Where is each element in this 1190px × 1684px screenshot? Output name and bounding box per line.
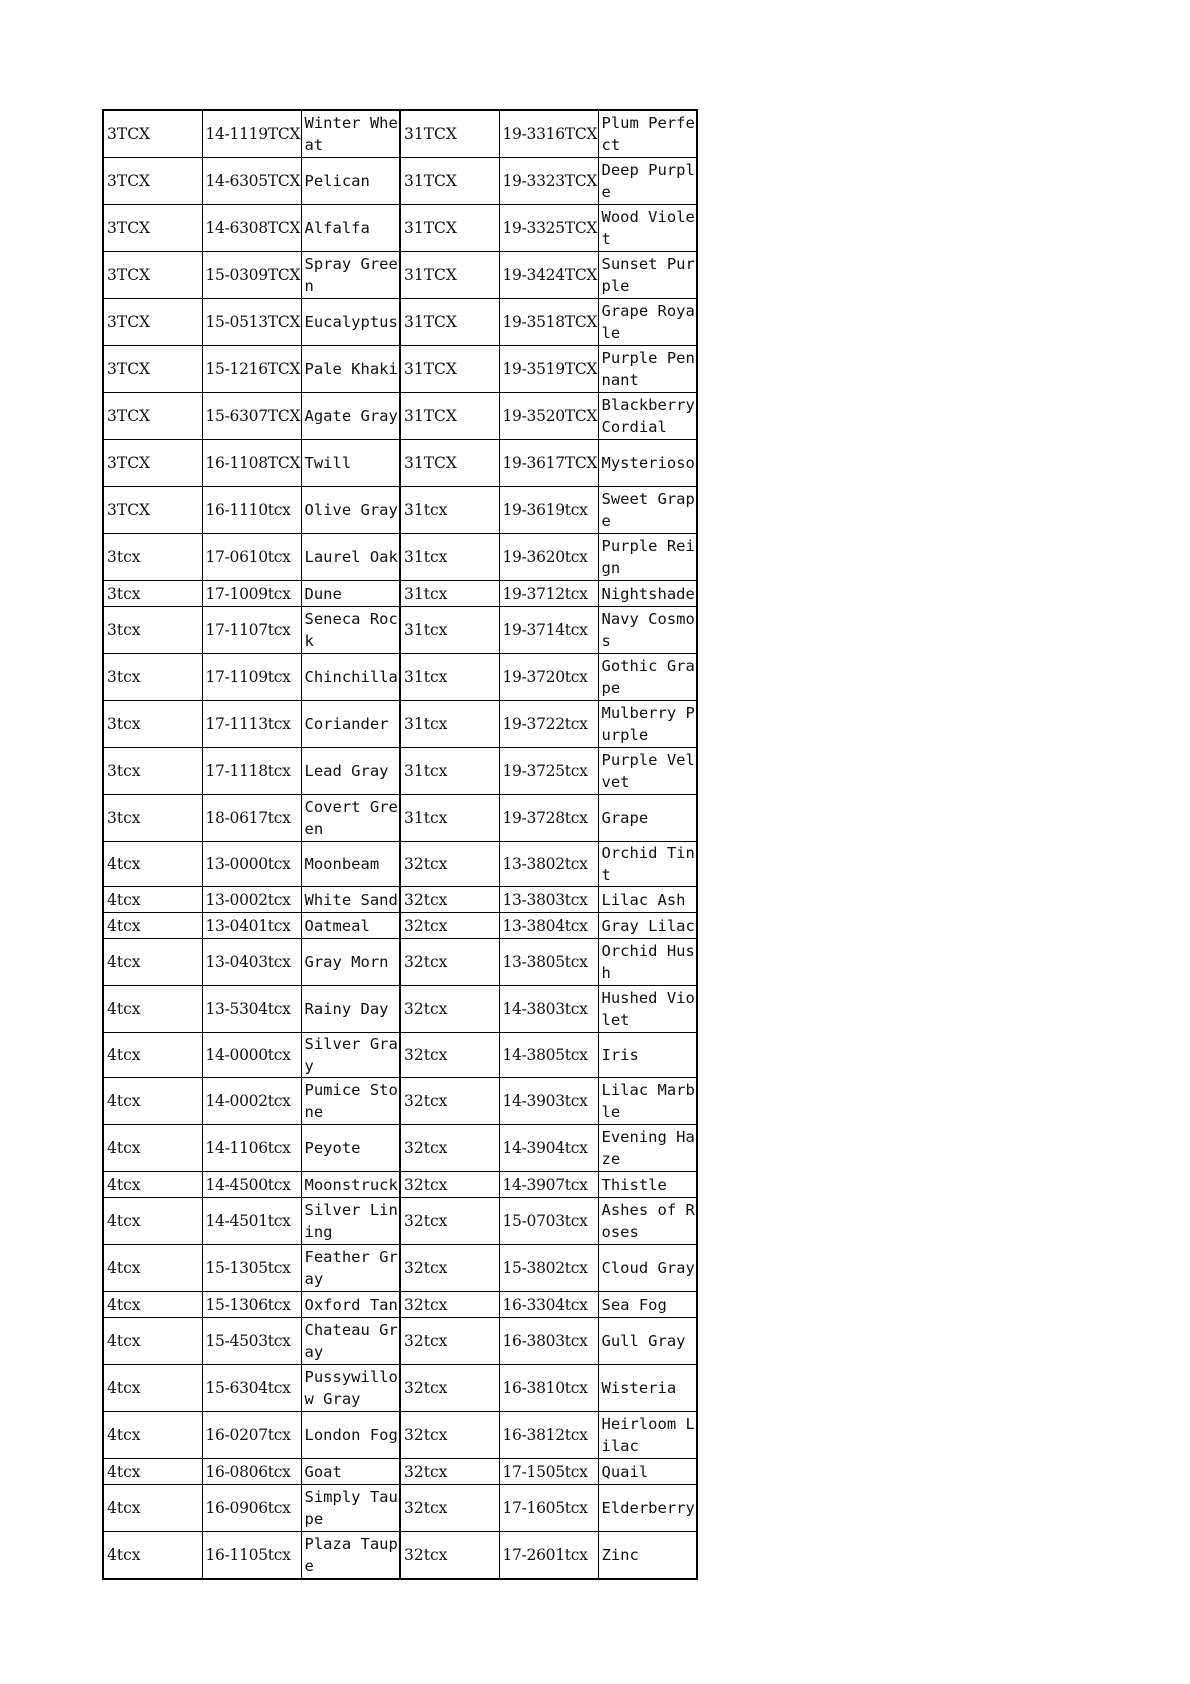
code-cell: 13-0002tcx [202,887,301,913]
color-name-cell: Plum Perfect [598,110,697,158]
group-cell: 3tcx [103,748,202,795]
table-row [103,1245,697,1292]
color-name-cell: Evening Haze [598,1125,697,1172]
code-cell: 14-6305TCX [202,158,301,205]
code-cell: 14-6308TCX [202,205,301,252]
group-cell: 3tcx [103,795,202,842]
table-row [103,842,697,887]
group-cell: 4tcx [103,1318,202,1365]
table-row [103,1365,697,1412]
group-cell: 3TCX [103,205,202,252]
code-cell: 19-3323TCX [499,158,598,205]
group-cell: 3TCX [103,110,202,158]
table-row [103,440,697,487]
group-cell: 4tcx [103,887,202,913]
color-name-cell: Orchid Tint [598,842,697,887]
code-cell: 15-1306tcx [202,1292,301,1318]
code-cell: 17-1505tcx [499,1459,598,1485]
group-cell: 4tcx [103,1033,202,1078]
group-cell: 3TCX [103,299,202,346]
code-cell: 19-3725tcx [499,748,598,795]
table-row [103,939,697,986]
table-row [103,1198,697,1245]
table-row [103,887,697,913]
group-cell: 32tcx [400,887,499,913]
color-name-cell: Goat [301,1459,400,1485]
code-cell: 19-3316TCX [499,110,598,158]
code-cell: 15-0513TCX [202,299,301,346]
color-name-cell: Peyote [301,1125,400,1172]
group-cell: 3TCX [103,440,202,487]
color-name-cell: Laurel Oak [301,534,400,581]
color-name-cell: Pussywillow Gray [301,1365,400,1412]
color-name-cell: Purple Reign [598,534,697,581]
code-cell: 16-0806tcx [202,1459,301,1485]
code-cell: 14-3805tcx [499,1033,598,1078]
code-cell: 13-0403tcx [202,939,301,986]
group-cell: 31TCX [400,299,499,346]
table-row [103,1172,697,1198]
code-cell: 17-1113tcx [202,701,301,748]
color-name-cell: Eucalyptus [301,299,400,346]
code-cell: 16-1105tcx [202,1532,301,1580]
table-row [103,748,697,795]
table-row [103,110,697,158]
table-row [103,534,697,581]
code-cell: 19-3728tcx [499,795,598,842]
code-cell: 14-3803tcx [499,986,598,1033]
group-cell: 3tcx [103,534,202,581]
group-cell: 32tcx [400,1198,499,1245]
code-cell: 15-6304tcx [202,1365,301,1412]
color-name-cell: Oxford Tan [301,1292,400,1318]
color-name-cell: London Fog [301,1412,400,1459]
table-row [103,986,697,1033]
group-cell: 3TCX [103,346,202,393]
code-cell: 14-3904tcx [499,1125,598,1172]
group-cell: 31TCX [400,110,499,158]
color-name-cell: Dune [301,581,400,607]
code-cell: 15-6307TCX [202,393,301,440]
color-name-cell: Gull Gray [598,1318,697,1365]
color-name-cell: Twill [301,440,400,487]
table-row [103,1459,697,1485]
group-cell: 32tcx [400,1412,499,1459]
group-cell: 3TCX [103,393,202,440]
color-name-cell: Grape Royale [598,299,697,346]
table-row [103,252,697,299]
color-table [102,109,698,1580]
group-cell: 4tcx [103,1459,202,1485]
group-cell: 31TCX [400,252,499,299]
color-table-body [103,110,697,1579]
color-name-cell: Sweet Grape [598,487,697,534]
color-name-cell: Oatmeal [301,913,400,939]
code-cell: 19-3617TCX [499,440,598,487]
color-name-cell: Mysterioso [598,440,697,487]
color-name-cell: Lilac Ash [598,887,697,913]
group-cell: 31tcx [400,607,499,654]
table-row [103,1033,697,1078]
group-cell: 31TCX [400,393,499,440]
group-cell: 31tcx [400,795,499,842]
group-cell: 4tcx [103,986,202,1033]
group-cell: 4tcx [103,1412,202,1459]
color-name-cell: Zinc [598,1532,697,1580]
group-cell: 31TCX [400,346,499,393]
group-cell: 4tcx [103,1245,202,1292]
code-cell: 14-0002tcx [202,1078,301,1125]
group-cell: 31tcx [400,487,499,534]
group-cell: 4tcx [103,1365,202,1412]
code-cell: 13-5304tcx [202,986,301,1033]
color-name-cell: Deep Purple [598,158,697,205]
color-name-cell: Mulberry Purple [598,701,697,748]
table-row [103,1532,697,1580]
code-cell: 16-1108TCX [202,440,301,487]
color-name-cell: Alfalfa [301,205,400,252]
color-name-cell: Navy Cosmos [598,607,697,654]
code-cell: 19-3712tcx [499,581,598,607]
code-cell: 19-3520TCX [499,393,598,440]
color-name-cell: Feather Gray [301,1245,400,1292]
color-name-cell: Purple Pennant [598,346,697,393]
group-cell: 4tcx [103,939,202,986]
group-cell: 3TCX [103,252,202,299]
group-cell: 31TCX [400,440,499,487]
code-cell: 13-3802tcx [499,842,598,887]
code-cell: 16-3803tcx [499,1318,598,1365]
table-row [103,158,697,205]
code-cell: 16-0207tcx [202,1412,301,1459]
color-name-cell: Quail [598,1459,697,1485]
color-name-cell: Wood Violet [598,205,697,252]
color-name-cell: Chinchilla [301,654,400,701]
table-row [103,1412,697,1459]
color-name-cell: Pale Khaki [301,346,400,393]
group-cell: 4tcx [103,1078,202,1125]
code-cell: 13-3804tcx [499,913,598,939]
table-row [103,1292,697,1318]
color-name-cell: Plaza Taupe [301,1532,400,1580]
group-cell: 32tcx [400,1365,499,1412]
code-cell: 19-3518TCX [499,299,598,346]
color-name-cell: Seneca Rock [301,607,400,654]
color-name-cell: Lilac Marble [598,1078,697,1125]
color-name-cell: Hushed Violet [598,986,697,1033]
code-cell: 15-1216TCX [202,346,301,393]
table-row [103,393,697,440]
color-name-cell: Silver Gray [301,1033,400,1078]
code-cell: 13-3803tcx [499,887,598,913]
table-row [103,581,697,607]
code-cell: 13-3805tcx [499,939,598,986]
table-row [103,299,697,346]
group-cell: 4tcx [103,1485,202,1532]
code-cell: 13-0000tcx [202,842,301,887]
group-cell: 31tcx [400,654,499,701]
group-cell: 31TCX [400,158,499,205]
code-cell: 17-2601tcx [499,1532,598,1580]
group-cell: 32tcx [400,1245,499,1292]
color-name-cell: White Sand [301,887,400,913]
code-cell: 16-3304tcx [499,1292,598,1318]
table-row [103,1078,697,1125]
code-cell: 15-0703tcx [499,1198,598,1245]
group-cell: 3TCX [103,158,202,205]
code-cell: 16-3812tcx [499,1412,598,1459]
code-cell: 17-1009tcx [202,581,301,607]
code-cell: 17-1107tcx [202,607,301,654]
code-cell: 14-4500tcx [202,1172,301,1198]
table-row [103,346,697,393]
color-name-cell: Gothic Grape [598,654,697,701]
group-cell: 31tcx [400,748,499,795]
group-cell: 4tcx [103,913,202,939]
code-cell: 16-1110tcx [202,487,301,534]
group-cell: 32tcx [400,1532,499,1580]
color-name-cell: Purple Velvet [598,748,697,795]
code-cell: 17-1605tcx [499,1485,598,1532]
table-row [103,701,697,748]
group-cell: 32tcx [400,1033,499,1078]
group-cell: 3tcx [103,654,202,701]
group-cell: 32tcx [400,1078,499,1125]
table-row [103,1318,697,1365]
color-name-cell: Sunset Purple [598,252,697,299]
code-cell: 14-1106tcx [202,1125,301,1172]
group-cell: 3tcx [103,581,202,607]
group-cell: 4tcx [103,1172,202,1198]
color-name-cell: Pumice Stone [301,1078,400,1125]
table-row [103,607,697,654]
color-name-cell: Wisteria [598,1365,697,1412]
group-cell: 32tcx [400,1318,499,1365]
group-cell: 31tcx [400,701,499,748]
code-cell: 16-0906tcx [202,1485,301,1532]
code-cell: 14-0000tcx [202,1033,301,1078]
color-name-cell: Moonbeam [301,842,400,887]
code-cell: 17-1109tcx [202,654,301,701]
code-cell: 15-4503tcx [202,1318,301,1365]
group-cell: 32tcx [400,986,499,1033]
code-cell: 13-0401tcx [202,913,301,939]
code-cell: 19-3619tcx [499,487,598,534]
group-cell: 4tcx [103,1198,202,1245]
group-cell: 4tcx [103,1292,202,1318]
color-name-cell: Ashes of Roses [598,1198,697,1245]
code-cell: 14-1119TCX [202,110,301,158]
table-row [103,654,697,701]
color-name-cell: Rainy Day [301,986,400,1033]
code-cell: 14-4501tcx [202,1198,301,1245]
table-row [103,1125,697,1172]
table-row [103,205,697,252]
group-cell: 32tcx [400,913,499,939]
color-name-cell: Gray Lilac [598,913,697,939]
group-cell: 32tcx [400,1292,499,1318]
color-name-cell: Grape [598,795,697,842]
group-cell: 3TCX [103,487,202,534]
code-cell: 15-3802tcx [499,1245,598,1292]
color-name-cell: Simply Taupe [301,1485,400,1532]
table-row [103,1485,697,1532]
table-row [103,913,697,939]
color-name-cell: Iris [598,1033,697,1078]
color-name-cell: Blackberry Cordial [598,393,697,440]
code-cell: 17-0610tcx [202,534,301,581]
color-name-cell: Elderberry [598,1485,697,1532]
color-name-cell: Nightshade [598,581,697,607]
color-name-cell: Pelican [301,158,400,205]
code-cell: 19-3714tcx [499,607,598,654]
group-cell: 3tcx [103,607,202,654]
color-name-cell: Winter Wheat [301,110,400,158]
code-cell: 19-3424TCX [499,252,598,299]
color-name-cell: Olive Gray [301,487,400,534]
code-cell: 19-3519TCX [499,346,598,393]
color-name-cell: Spray Green [301,252,400,299]
group-cell: 4tcx [103,1532,202,1580]
color-name-cell: Chateau Gray [301,1318,400,1365]
group-cell: 32tcx [400,1125,499,1172]
code-cell: 17-1118tcx [202,748,301,795]
code-cell: 19-3325TCX [499,205,598,252]
group-cell: 32tcx [400,939,499,986]
code-cell: 15-0309TCX [202,252,301,299]
group-cell: 4tcx [103,842,202,887]
color-name-cell: Gray Morn [301,939,400,986]
color-name-cell: Moonstruck [301,1172,400,1198]
color-name-cell: Thistle [598,1172,697,1198]
code-cell: 16-3810tcx [499,1365,598,1412]
color-name-cell: Coriander [301,701,400,748]
color-name-cell: Covert Green [301,795,400,842]
color-name-cell: Heirloom Lilac [598,1412,697,1459]
color-name-cell: Cloud Gray [598,1245,697,1292]
group-cell: 3tcx [103,701,202,748]
code-cell: 14-3903tcx [499,1078,598,1125]
color-name-cell: Agate Gray [301,393,400,440]
group-cell: 32tcx [400,1459,499,1485]
color-name-cell: Lead Gray [301,748,400,795]
code-cell: 19-3722tcx [499,701,598,748]
code-cell: 15-1305tcx [202,1245,301,1292]
color-name-cell: Silver Lining [301,1198,400,1245]
group-cell: 32tcx [400,1485,499,1532]
group-cell: 31tcx [400,581,499,607]
code-cell: 19-3720tcx [499,654,598,701]
code-cell: 18-0617tcx [202,795,301,842]
group-cell: 31tcx [400,534,499,581]
code-cell: 19-3620tcx [499,534,598,581]
code-cell: 14-3907tcx [499,1172,598,1198]
color-name-cell: Orchid Hush [598,939,697,986]
table-row [103,487,697,534]
group-cell: 32tcx [400,842,499,887]
group-cell: 4tcx [103,1125,202,1172]
group-cell: 32tcx [400,1172,499,1198]
group-cell: 31TCX [400,205,499,252]
table-row [103,795,697,842]
color-name-cell: Sea Fog [598,1292,697,1318]
